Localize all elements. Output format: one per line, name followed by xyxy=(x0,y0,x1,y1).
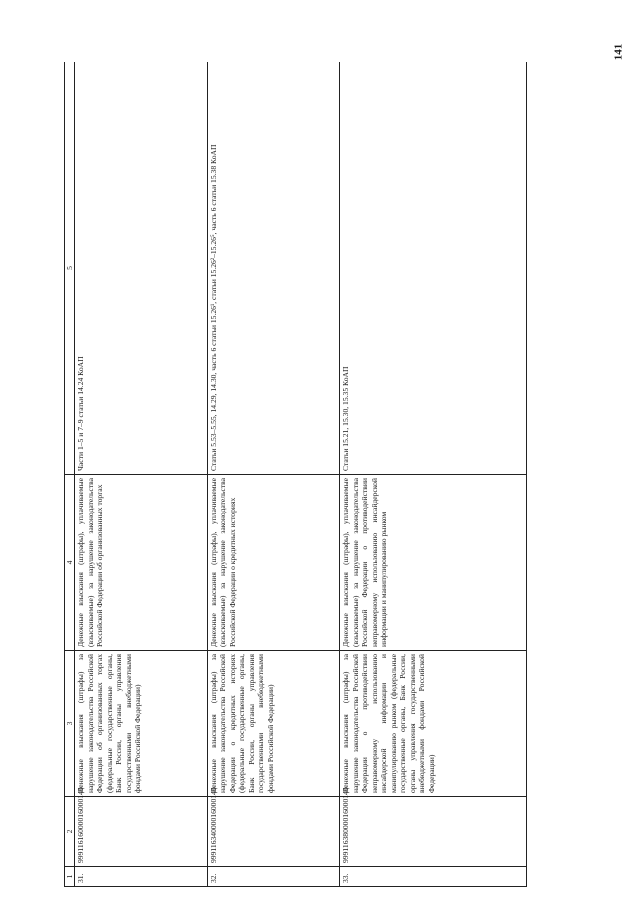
page-number: 141 xyxy=(611,43,624,61)
row-number: 31. xyxy=(75,867,207,887)
column-header-1: 1 xyxy=(65,867,75,887)
row-number: 33. xyxy=(340,867,527,887)
row-number: 32. xyxy=(207,867,339,887)
legal-basis: Статьи 5.53–5.55, 14.29, 14.30, часть 6 статьи 15.26¹, статьи 15.26²–15.26⁵, часть 6 статьи 15.38 КоАП xyxy=(207,62,339,475)
column-number-row xyxy=(65,62,75,887)
income-name: Денежные взыскания (штрафы) за нарушение законодательства Российской Федерации о кредитных историях (федеральные государственные органы, Банк России, органы управления государственными внебюджетными фондами Российской Федерации) xyxy=(207,651,339,797)
legal-basis: Части 1–5 и 7–9 статьи 14.24 КоАП xyxy=(75,62,207,475)
column-header-4: 4 xyxy=(65,475,75,651)
penalties-table xyxy=(64,62,527,887)
income-description: Денежные взыскания (штрафы), уплачиваемые (взыскиваемые) за нарушение законодательства Российской Федерации о кредитных историях xyxy=(207,475,339,651)
column-header-2: 2 xyxy=(65,797,75,867)
rotated-page-area xyxy=(64,62,527,887)
table-row xyxy=(207,62,339,887)
legal-basis: Статьи 15.21, 15.30, 15.35 КоАП xyxy=(340,62,527,475)
table-wrapper xyxy=(64,62,527,887)
table-row xyxy=(340,62,527,887)
column-header-5: 5 xyxy=(65,62,75,475)
income-description: Денежные взыскания (штрафы), уплачиваемые (взыскиваемые) за нарушение законодательства Российской Федерации об организованных торгах xyxy=(75,475,207,651)
column-header-3: 3 xyxy=(65,651,75,797)
table-row xyxy=(75,62,207,887)
income-name: Денежные взыскания (штрафы) за нарушение законодательства Российской Федерации об организованных торгах (федеральные государственные органы, Банк России, органы управления государственными внебюджетными фондами Российской Федерации) xyxy=(75,651,207,797)
budget-code: 99911634000016000140 xyxy=(207,797,339,867)
income-name: Денежные взыскания (штрафы) за нарушение законодательства Российской Федерации о противодействии неправомерному использованию инсайдерской информации и манипулированию рынком (федеральные государственные органы, Банк России, органы управления государственными внебюджетными фондами Российской Федерации) xyxy=(340,651,527,797)
income-description: Денежные взыскания (штрафы), уплачиваемые (взыскиваемые) за нарушение законодательства Российской Федерации о противодействии неправомерному использованию инсайдерской информации и манипулированию рынком xyxy=(340,475,527,651)
budget-code: 99911616000016000140 xyxy=(75,797,207,867)
budget-code: 99911638000016000140 xyxy=(340,797,527,867)
